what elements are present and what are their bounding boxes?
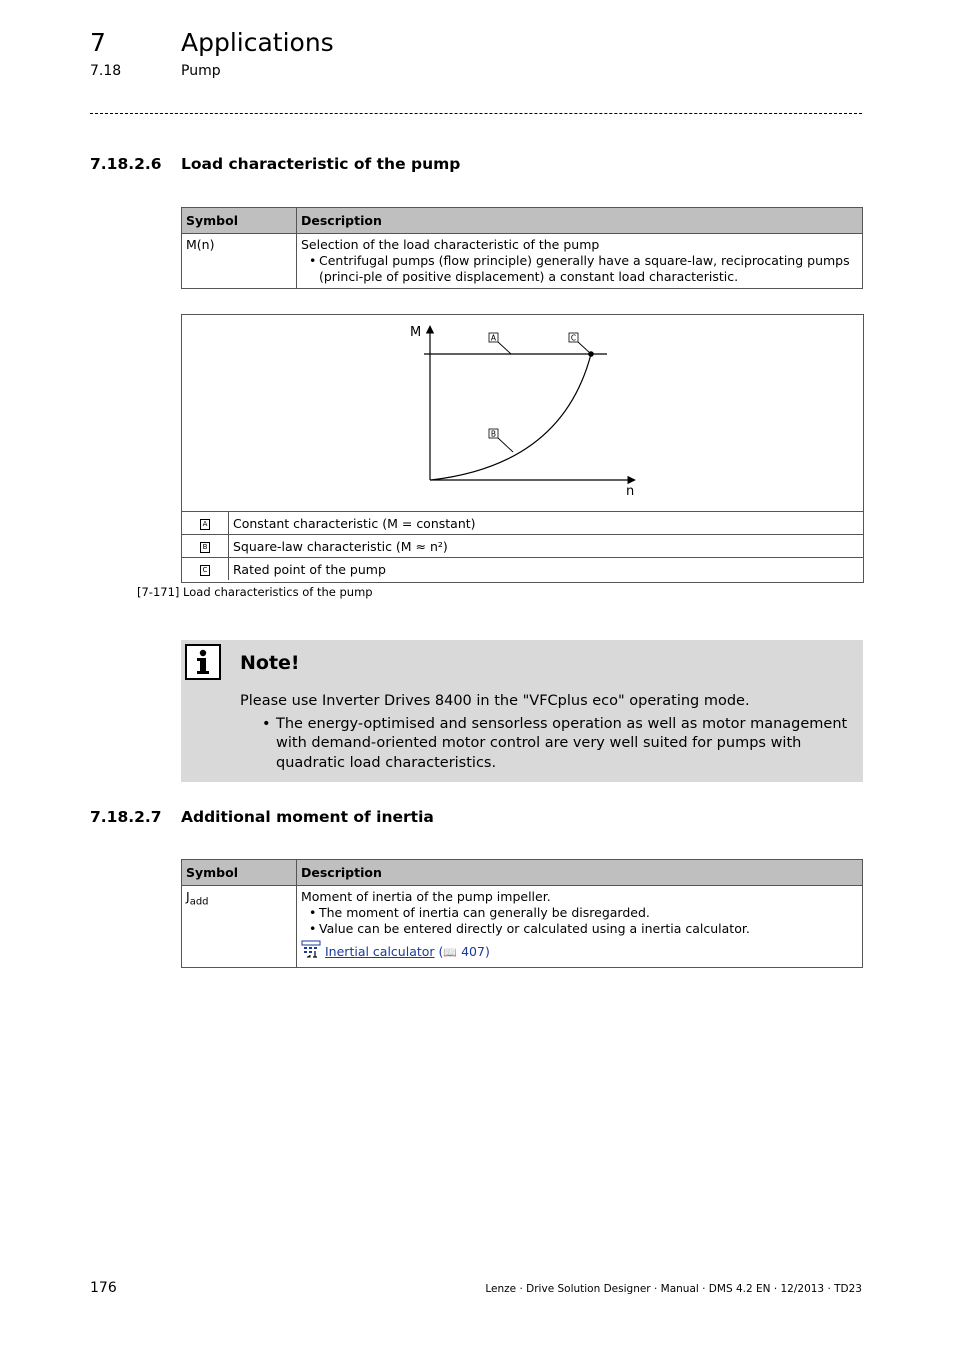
symbol-table-load (181, 207, 863, 289)
note-bullet: • The energy-optimised and sensorless operation as well as motor management with demand-oriented motor control are very well suited for pumps with quadratic load characteristics. (276, 715, 852, 774)
label-b-leader (498, 438, 513, 452)
description-bullet: • The moment of inertia can generally be disregarded. (319, 905, 858, 921)
header-divider (90, 113, 862, 114)
symbol-main: J (186, 889, 190, 904)
legend-row (182, 512, 863, 535)
section-number: 7.18 (90, 63, 122, 79)
col-symbol: Symbol (182, 208, 297, 234)
description-text: Selection of the load characteristic of the pump (301, 237, 600, 252)
section-title: Pump (181, 63, 221, 79)
subsection-number: 7.18.2.6 (90, 155, 162, 173)
legend-text: Constant characteristic (M = constant) (229, 512, 864, 535)
note-box (181, 640, 863, 782)
label-a-leader (498, 342, 511, 354)
page-reference[interactable]: (📖 407) (438, 944, 490, 959)
note-text: Please use Inverter Drives 8400 in the "VFCplus eco" operating mode. (240, 693, 750, 709)
y-axis-label: M (410, 325, 422, 340)
legend-text: Square-law characteristic (M ≈ n²) (229, 535, 864, 558)
square-law-curve (431, 354, 591, 480)
label-c-leader (578, 342, 591, 354)
note-body (240, 692, 852, 773)
book-icon: 📖 (443, 946, 458, 959)
page-number: 176 (90, 1280, 117, 1296)
symbol-table-inertia (181, 859, 863, 968)
load-characteristic-diagram (182, 315, 863, 511)
note-title: Note! (240, 652, 300, 674)
symbol-cell (182, 886, 297, 968)
info-icon (185, 644, 221, 680)
legend-key: B (200, 542, 210, 553)
col-description: Description (297, 208, 863, 234)
load-characteristic-figure (181, 314, 864, 583)
label-b: B (490, 429, 497, 439)
description-cell (297, 886, 863, 968)
label-a: A (490, 333, 497, 343)
caption-id: [7-171] (137, 585, 180, 599)
description-text: Moment of inertia of the pump impeller. (301, 889, 551, 904)
legend-key: C (200, 565, 210, 576)
calculator-icon (301, 940, 321, 962)
col-description: Description (297, 860, 863, 886)
description-bullet: • Centrifugal pumps (flow principle) generally have a square-law, reciprocating pumps (princi-ple of positive displacement) a constant load characteristic. (319, 253, 858, 285)
footer-info: Lenze · Drive Solution Designer · Manual · DMS 4.2 EN · 12/2013 · TD23 (485, 1283, 862, 1295)
description-bullet: • Value can be entered directly or calculated using a inertia calculator. (319, 921, 858, 937)
subsection-title: Load characteristic of the pump (181, 155, 461, 173)
description-cell (297, 234, 863, 289)
x-axis-label: n (626, 484, 635, 499)
chapter-title: Applications (181, 28, 334, 57)
table-row (182, 886, 863, 968)
label-c: C (570, 333, 577, 343)
col-symbol: Symbol (182, 860, 297, 886)
subsection-number: 7.18.2.7 (90, 808, 162, 826)
legend-row (182, 535, 863, 558)
legend-row (182, 558, 863, 581)
inertial-calculator-link[interactable]: Inertial calculator (325, 944, 435, 959)
legend-text: Rated point of the pump (229, 558, 864, 581)
figure-caption (137, 585, 373, 599)
symbol-subscript: add (189, 896, 209, 908)
legend-key: A (200, 519, 210, 530)
table-row (182, 234, 863, 289)
figure-legend (182, 511, 863, 580)
link-row (301, 940, 858, 964)
chapter-number: 7 (90, 28, 106, 57)
symbol-cell: M(n) (182, 234, 297, 289)
caption-text: Load characteristics of the pump (183, 585, 373, 599)
page-reference-number: 407 (461, 944, 485, 959)
subsection-title: Additional moment of inertia (181, 808, 434, 826)
